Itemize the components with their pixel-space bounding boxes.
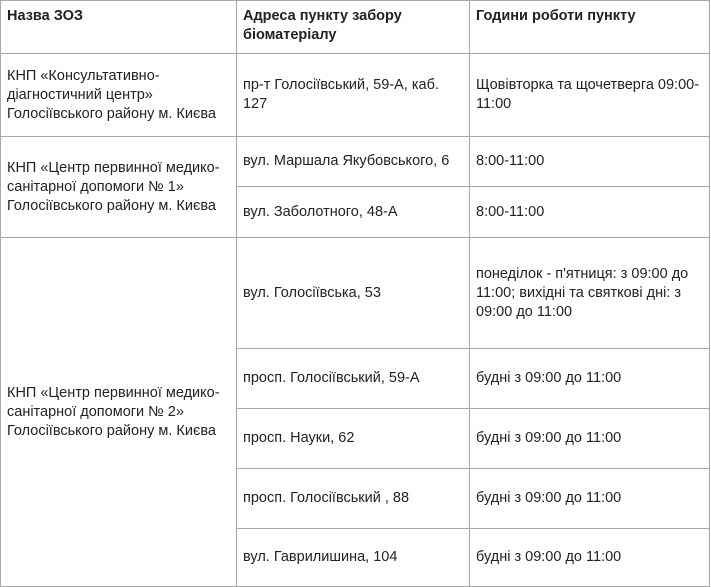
hours-cell: будні з 09:00 до 11:00 [470, 349, 710, 409]
table-row [1, 54, 710, 137]
header-collection-address: Адреса пункту забору біоматеріалу [237, 1, 470, 54]
address-cell: просп. Науки, 62 [237, 409, 470, 469]
hours-cell: будні з 09:00 до 11:00 [470, 529, 710, 587]
hours-cell: 8:00-11:00 [470, 137, 710, 187]
hours-cell: Щовівторка та щочетверга 09:00-11:00 [470, 54, 710, 137]
hours-cell: будні з 09:00 до 11:00 [470, 469, 710, 529]
hours-cell: будні з 09:00 до 11:00 [470, 409, 710, 469]
address-cell: вул. Заболотного, 48-А [237, 187, 470, 238]
table-row [1, 238, 710, 349]
facility-name-cell: КНП «Центр первинної медико-санітарної допомоги № 2» Голосіївського району м. Києва [1, 238, 237, 587]
address-cell: просп. Голосіївський, 59-А [237, 349, 470, 409]
address-cell: вул. Гаврилишина, 104 [237, 529, 470, 587]
address-cell: просп. Голосіївський , 88 [237, 469, 470, 529]
header-working-hours: Години роботи пункту [470, 1, 710, 54]
hours-cell: понеділок - п'ятниця: з 09:00 до 11:00; вихідні та святкові дні: з 09:00 до 11:00 [470, 238, 710, 349]
hours-cell: 8:00-11:00 [470, 187, 710, 238]
address-cell: вул. Голосіївська, 53 [237, 238, 470, 349]
address-cell: вул. Маршала Якубовського, 6 [237, 137, 470, 187]
address-cell: пр-т Голосіївський, 59-А, каб. 127 [237, 54, 470, 137]
header-facility-name: Назва ЗОЗ [1, 1, 237, 54]
facility-name-cell: КНП «Консультативно-діагностичний центр» Голосіївського району м. Києва [1, 54, 237, 137]
table-row [1, 137, 710, 187]
header-row [1, 1, 710, 54]
facility-name-cell: КНП «Центр первинної медико-санітарної допомоги № 1» Голосіївського району м. Києва [1, 137, 237, 238]
